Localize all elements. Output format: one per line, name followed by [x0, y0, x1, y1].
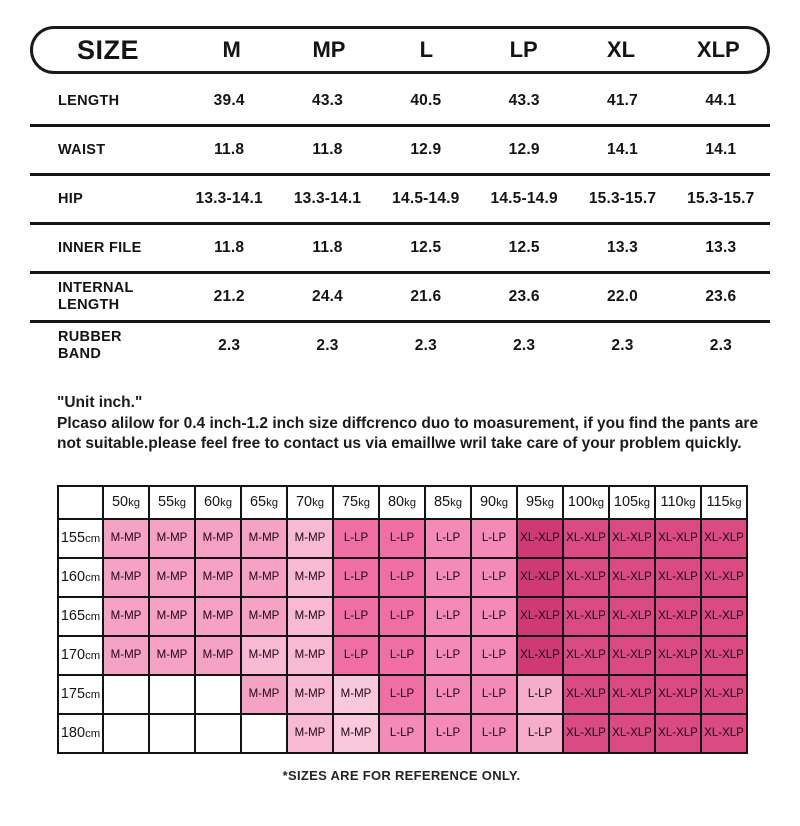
fit-cell: XL-XLP [701, 714, 747, 753]
spec-value: 12.5 [410, 239, 442, 256]
fit-cell: XL-XLP [517, 558, 563, 597]
fit-cell [195, 675, 241, 714]
spec-value: 12.9 [410, 141, 442, 158]
fit-cell: XL-XLP [655, 636, 701, 675]
spec-value: 2.3 [316, 337, 339, 354]
spec-value: 11.8 [214, 141, 245, 158]
unit-note: "Unit inch." [57, 394, 143, 411]
spec-value: 2.3 [218, 337, 241, 354]
spec-value: 14.5-14.9 [392, 190, 460, 207]
fit-cell: XL-XLP [609, 714, 655, 753]
height-label: 175cm [58, 675, 103, 714]
fit-cell: L-LP [379, 714, 425, 753]
spec-row [30, 176, 770, 225]
fit-cell: XL-XLP [655, 558, 701, 597]
fit-cell: M-MP [287, 597, 333, 636]
spec-value: 11.8 [312, 141, 343, 158]
height-label: 180cm [58, 714, 103, 753]
size-header-pill [30, 26, 770, 74]
fit-cell: XL-XLP [609, 636, 655, 675]
fit-cell: L-LP [471, 714, 517, 753]
fit-cell [149, 714, 195, 753]
spec-value: 44.1 [705, 92, 737, 109]
spec-value: 43.3 [312, 92, 343, 109]
fit-row [58, 636, 747, 675]
fit-cell: XL-XLP [609, 597, 655, 636]
fit-cell: M-MP [287, 558, 333, 597]
spec-value: 11.8 [312, 239, 343, 256]
fit-cell: XL-XLP [609, 675, 655, 714]
spec-value: 12.5 [508, 239, 540, 256]
fit-cell: XL-XLP [609, 519, 655, 558]
spec-row-label: HIP [58, 190, 84, 207]
fit-cell: XL-XLP [517, 519, 563, 558]
weight-header: 80kg [379, 486, 425, 519]
fit-cell [103, 714, 149, 753]
fit-cell: XL-XLP [563, 597, 609, 636]
size-column-header: M [222, 37, 241, 62]
fit-row [58, 597, 747, 636]
fit-cell: L-LP [333, 558, 379, 597]
weight-header: 60kg [195, 486, 241, 519]
fit-cell: M-MP [149, 519, 195, 558]
spec-value: 14.5-14.9 [490, 190, 558, 207]
fit-row [58, 519, 747, 558]
fit-cell: XL-XLP [701, 636, 747, 675]
spec-row [30, 225, 770, 274]
spec-value: 13.3 [705, 239, 737, 256]
fit-cell: L-LP [425, 558, 471, 597]
spec-value: 13.3-14.1 [293, 190, 362, 207]
spec-value: 43.3 [508, 92, 540, 109]
fit-cell: L-LP [379, 519, 425, 558]
spec-value: 13.3-14.1 [195, 190, 263, 207]
fit-cell: L-LP [471, 558, 517, 597]
fit-row [58, 714, 747, 753]
fit-cell: M-MP [103, 558, 149, 597]
spec-value: 22.0 [607, 288, 638, 305]
spec-value: 2.3 [611, 337, 634, 354]
fit-cell: L-LP [333, 636, 379, 675]
fit-cell: M-MP [241, 519, 287, 558]
spec-row-label: LENGTH [58, 92, 120, 109]
fit-row [58, 558, 747, 597]
fit-cell: XL-XLP [563, 558, 609, 597]
spec-value: 14.1 [607, 141, 638, 158]
height-label: 155cm [58, 519, 103, 558]
spec-row-label: INNER FILE [58, 239, 142, 256]
reference-disclaimer: *SIZES ARE FOR REFERENCE ONLY. [282, 767, 521, 783]
weight-header: 85kg [425, 486, 471, 519]
fit-cell: M-MP [149, 597, 195, 636]
fit-cell: M-MP [333, 675, 379, 714]
fit-cell: XL-XLP [655, 714, 701, 753]
size-header-title: SIZE [76, 34, 139, 65]
fit-cell: L-LP [379, 597, 425, 636]
fit-cell: XL-XLP [701, 675, 747, 714]
fit-cell: M-MP [287, 636, 333, 675]
weight-header: 50kg [103, 486, 149, 519]
fit-cell: M-MP [195, 558, 241, 597]
weight-header: 70kg [287, 486, 333, 519]
spec-value: 23.6 [705, 288, 737, 305]
fit-cell: XL-XLP [563, 636, 609, 675]
fit-cell: L-LP [517, 714, 563, 753]
fit-cell [241, 714, 287, 753]
weight-header: 65kg [241, 486, 287, 519]
spec-row [30, 78, 770, 127]
fit-cell: L-LP [379, 675, 425, 714]
fit-cell [103, 675, 149, 714]
height-label: 165cm [58, 597, 103, 636]
fit-cell: M-MP [149, 636, 195, 675]
spec-value: 21.6 [410, 288, 442, 305]
fit-cell: XL-XLP [517, 597, 563, 636]
fit-cell: L-LP [379, 636, 425, 675]
spec-value: 2.3 [709, 337, 732, 354]
height-weight-fit-table [57, 485, 748, 754]
spec-value: 11.8 [214, 239, 245, 256]
spec-value: 2.3 [513, 337, 536, 354]
spec-row-label: RUBBER BAND [58, 329, 122, 362]
measurement-notes [57, 393, 770, 455]
fit-corner-cell [58, 486, 103, 519]
fit-cell: L-LP [379, 558, 425, 597]
fit-cell: L-LP [471, 636, 517, 675]
fit-cell: XL-XLP [563, 519, 609, 558]
weight-header: 105kg [609, 486, 655, 519]
spec-value: 39.4 [213, 92, 245, 109]
weight-header: 90kg [471, 486, 517, 519]
tolerance-note: Plcaso alilow for 0.4 inch-1.2 inch size diffcrenco duo to moasurement, if you find the pants are not suitable.please feel free to contact us via emaillwe wril take care of your problem quickly. [57, 414, 759, 453]
size-column-header: LP [509, 37, 538, 62]
weight-header: 110kg [655, 486, 701, 519]
spec-row-label: INTERNAL LENGTH [58, 280, 134, 313]
fit-cell: M-MP [195, 519, 241, 558]
fit-cell: M-MP [103, 597, 149, 636]
fit-cell: M-MP [241, 636, 287, 675]
spec-value: 40.5 [410, 92, 442, 109]
fit-cell: L-LP [425, 675, 471, 714]
fit-cell: M-MP [195, 636, 241, 675]
spec-row [30, 323, 770, 369]
fit-cell: XL-XLP [701, 519, 747, 558]
spec-value: 24.4 [312, 288, 343, 305]
spec-row [30, 274, 770, 323]
fit-cell: M-MP [241, 675, 287, 714]
height-label: 170cm [58, 636, 103, 675]
spec-value: 21.2 [213, 288, 245, 305]
fit-cell: L-LP [333, 519, 379, 558]
fit-cell: M-MP [333, 714, 379, 753]
fit-cell: XL-XLP [563, 675, 609, 714]
spec-value: 13.3 [607, 239, 638, 256]
weight-header: 75kg [333, 486, 379, 519]
weight-header: 95kg [517, 486, 563, 519]
fit-cell [195, 714, 241, 753]
fit-cell: M-MP [195, 597, 241, 636]
spec-value: 12.9 [508, 141, 540, 158]
fit-cell: L-LP [333, 597, 379, 636]
spec-value: 15.3-15.7 [687, 190, 755, 207]
fit-cell: XL-XLP [655, 675, 701, 714]
size-column-header: MP [312, 37, 346, 62]
fit-cell: XL-XLP [655, 519, 701, 558]
spec-row-label: WAIST [58, 141, 106, 158]
fit-cell: M-MP [103, 519, 149, 558]
fit-cell: XL-XLP [655, 597, 701, 636]
fit-cell: XL-XLP [563, 714, 609, 753]
fit-cell: M-MP [287, 714, 333, 753]
fit-cell: XL-XLP [701, 597, 747, 636]
fit-cell: M-MP [287, 519, 333, 558]
fit-cell: L-LP [471, 597, 517, 636]
fit-cell: L-LP [517, 675, 563, 714]
size-column-header: XL [606, 37, 636, 62]
weight-header: 115kg [701, 486, 747, 519]
spec-row [30, 127, 770, 176]
fit-cell: L-LP [425, 714, 471, 753]
fit-cell: M-MP [103, 636, 149, 675]
fit-cell [149, 675, 195, 714]
height-label: 160cm [58, 558, 103, 597]
fit-cell: L-LP [425, 519, 471, 558]
size-column-header: L [419, 37, 434, 62]
fit-cell: XL-XLP [701, 558, 747, 597]
weight-header: 55kg [149, 486, 195, 519]
fit-row [58, 675, 747, 714]
fit-cell: L-LP [425, 597, 471, 636]
fit-cell: XL-XLP [517, 636, 563, 675]
fit-cell: XL-XLP [609, 558, 655, 597]
fit-header-row [58, 486, 747, 519]
fit-cell: M-MP [241, 597, 287, 636]
fit-cell: M-MP [149, 558, 195, 597]
size-spec-table [30, 78, 770, 369]
fit-cell: L-LP [471, 675, 517, 714]
fit-cell: L-LP [425, 636, 471, 675]
spec-value: 14.1 [705, 141, 737, 158]
fit-cell: M-MP [287, 675, 333, 714]
fit-cell: M-MP [241, 558, 287, 597]
size-column-header: XLP [696, 37, 740, 62]
spec-value: 15.3-15.7 [588, 190, 657, 207]
spec-value: 41.7 [607, 92, 638, 109]
fit-cell: L-LP [471, 519, 517, 558]
size-chart-page [0, 26, 800, 783]
spec-value: 23.6 [508, 288, 540, 305]
weight-header: 100kg [563, 486, 609, 519]
spec-value: 2.3 [414, 337, 437, 354]
